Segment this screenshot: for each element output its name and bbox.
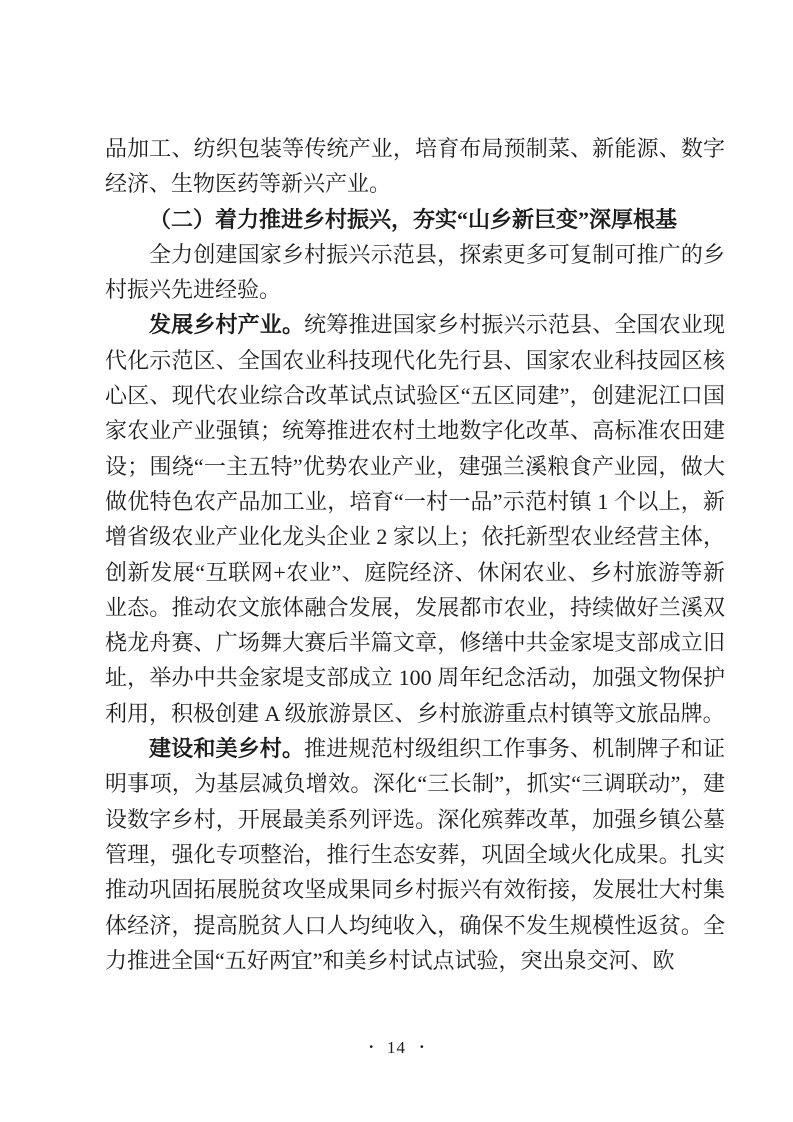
footer-dot-right: ·	[419, 1037, 425, 1056]
section-heading: （二）着力推进乡村振兴，夯实“山乡新巨变”深厚根基	[149, 206, 678, 232]
paragraph	[105, 731, 725, 978]
paragraph-text: 推进规范村级组织工作事务、机制牌子和证明事项，为基层减负增效。深化“三长制”，抓实“三调联动”，建设数字乡村，开展最美系列评选。深化殡葬改革，加强乡镇公墓管理，强化专项整治，推行生态安葬，巩固全域火化成果。扎实推动巩固拓展脱贫攻坚成果同乡村振兴有效衔接，发展壮大村集体经济，提高脱贫人口人均纯收入，确保不发生规模性返贫。全力推进全国“五好两宜”和美乡村试点试验，突出泉交河、欧	[105, 736, 725, 973]
paragraph	[105, 307, 725, 731]
page-footer	[0, 1036, 793, 1060]
paragraph-continuation: 品加工、纺织包装等传统产业，培育布局预制菜、新能源、数字经济、生物医药等新兴产业。	[105, 136, 725, 197]
paragraph: 全力创建国家乡村振兴示范县，探索更多可复制可推广的乡村振兴先进经验。	[105, 241, 725, 303]
paragraph-text: 统筹推进国家乡村振兴示范县、全国农业现代化示范区、全国农业科技现代化先行县、国家农业科技园区核心区、现代农业综合改革试点试验区“五区同建”，创建泥江口国家农业产业强镇；统筹推进农村土地数字化改革、高标准农田建设；围绕“一主五特”优势农业产业，建强兰溪粮食产业园，做大做优特色农产品加工业，培育“一村一品”示范村镇 1 个以上，新增省级农业产业化龙头企业 2 家以上；依托新型农业经营主体，创新发展“互联网+农业”、庭院经济、休闲农业、乡村旅游等新业态。推动农文旅体融合发展，发展都市农业，持续做好兰溪双桡龙舟赛、广场舞大赛后半篇文章，修缮中共金家堤支部成立旧址，举办中共金家堤支部成立 100 周年纪念活动，加强文物保护利用，积极创建 A 级旅游景区、乡村旅游重点村镇等文旅品牌。	[105, 312, 726, 726]
paragraph-lead: 发展乡村产业。	[149, 312, 305, 338]
page-number: 14	[387, 1038, 406, 1057]
page-body	[105, 131, 725, 978]
footer-dot-left: ·	[368, 1037, 374, 1056]
paragraph-lead: 建设和美乡村。	[149, 736, 305, 762]
